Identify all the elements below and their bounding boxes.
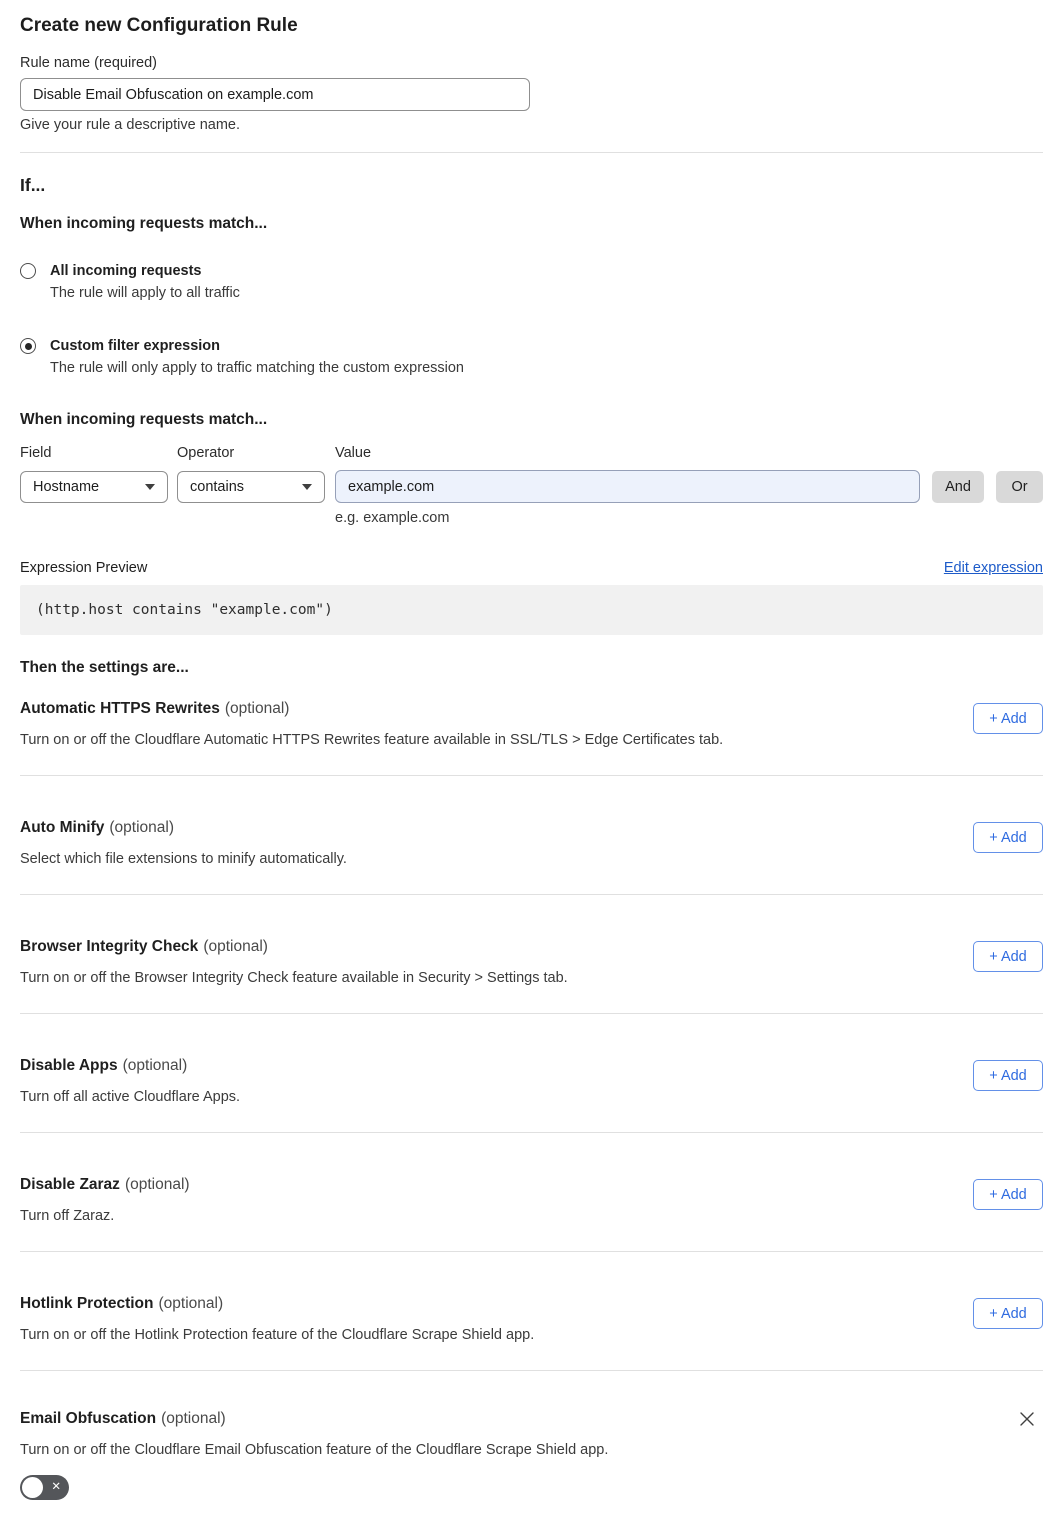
chevron-down-icon xyxy=(145,484,155,490)
email-obfuscation-toggle[interactable] xyxy=(20,1475,69,1500)
radio-description: The rule will only apply to traffic matching the custom expression xyxy=(50,360,464,376)
setting-description: Select which file extensions to minify automatically. xyxy=(20,851,347,867)
setting-row xyxy=(20,677,1043,776)
setting-row-email-obfuscation xyxy=(20,1371,1043,1500)
value-label: Value xyxy=(335,445,372,461)
add-button[interactable]: + Add xyxy=(973,1179,1043,1210)
setting-row xyxy=(20,1014,1043,1133)
setting-optional-label: (optional) xyxy=(224,700,290,717)
setting-optional-label: (optional) xyxy=(109,819,174,836)
then-settings-heading: Then the settings are... xyxy=(20,659,189,676)
field-label: Field xyxy=(20,445,52,461)
expression-preview-label: Expression Preview xyxy=(20,560,148,576)
and-button[interactable]: And xyxy=(932,471,984,503)
toggle-knob xyxy=(22,1477,43,1498)
page-title: Create new Configuration Rule xyxy=(20,15,298,36)
field-select-value: Hostname xyxy=(33,478,100,495)
add-button[interactable]: + Add xyxy=(973,941,1043,972)
add-button[interactable]: + Add xyxy=(973,1060,1043,1091)
or-button[interactable]: Or xyxy=(996,471,1043,503)
filter-column-labels xyxy=(20,445,1043,462)
setting-title: Disable Apps xyxy=(20,1057,118,1074)
add-button[interactable]: + Add xyxy=(973,1298,1043,1329)
setting-row xyxy=(20,1133,1043,1252)
setting-optional-label: (optional) xyxy=(161,1410,226,1427)
add-button[interactable]: + Add xyxy=(973,703,1043,734)
filter-controls-row xyxy=(20,470,1043,503)
if-heading: If... xyxy=(20,175,46,195)
setting-optional-label: (optional) xyxy=(203,938,268,955)
close-icon[interactable] xyxy=(1019,1411,1035,1427)
radio-button-selected[interactable] xyxy=(20,338,36,354)
operator-label: Operator xyxy=(177,445,235,461)
setting-title: Browser Integrity Check xyxy=(20,938,199,955)
expression-preview-header xyxy=(20,559,1043,577)
radio-label: All incoming requests xyxy=(50,263,202,279)
setting-row xyxy=(20,895,1043,1014)
setting-row xyxy=(20,1252,1043,1371)
add-button[interactable]: + Add xyxy=(973,822,1043,853)
setting-title-line xyxy=(20,1056,240,1075)
value-hint: e.g. example.com xyxy=(335,510,450,526)
setting-title: Automatic HTTPS Rewrites xyxy=(20,700,220,717)
radio-description: The rule will apply to all traffic xyxy=(50,285,240,301)
setting-description: Turn on or off the Cloudflare Automatic HTTPS Rewrites feature available in SSL/TLS > Edge Certificates tab. xyxy=(20,732,724,748)
setting-title-line xyxy=(20,1175,190,1194)
setting-optional-label: (optional) xyxy=(122,1057,188,1074)
radio-button-unselected[interactable] xyxy=(20,263,36,279)
setting-title: Email Obfuscation xyxy=(20,1410,157,1427)
radio-option-all-requests[interactable] xyxy=(20,262,1043,303)
operator-select[interactable] xyxy=(177,471,325,503)
field-select[interactable] xyxy=(20,471,168,503)
setting-title-line xyxy=(20,699,723,718)
operator-select-value: contains xyxy=(190,478,245,495)
edit-expression-link[interactable]: Edit expression xyxy=(943,560,1043,576)
rule-name-input[interactable] xyxy=(20,78,530,111)
setting-title-line xyxy=(20,818,347,837)
radio-option-custom-filter[interactable] xyxy=(20,337,1043,378)
rule-name-help: Give your rule a descriptive name. xyxy=(20,117,241,133)
settings-list xyxy=(20,677,1043,1371)
value-input[interactable] xyxy=(335,470,920,503)
setting-description: Turn on or off the Cloudflare Email Obfuscation feature of the Cloudflare Scrape Shield app. xyxy=(20,1442,609,1458)
setting-row xyxy=(20,776,1043,895)
setting-title: Hotlink Protection xyxy=(20,1295,154,1312)
setting-description: Turn off Zaraz. xyxy=(20,1208,115,1224)
setting-title-line xyxy=(20,1409,608,1428)
setting-description: Turn on or off the Hotlink Protection feature of the Cloudflare Scrape Shield app. xyxy=(20,1327,535,1343)
toggle-off-x-icon: ✕ xyxy=(51,1480,61,1493)
rule-name-section xyxy=(20,55,1043,134)
chevron-down-icon xyxy=(302,484,312,490)
filter-heading: When incoming requests match... xyxy=(20,411,268,428)
section-divider xyxy=(20,152,1043,153)
setting-optional-label: (optional) xyxy=(124,1176,190,1193)
setting-description: Turn off all active Cloudflare Apps. xyxy=(20,1089,241,1105)
setting-optional-label: (optional) xyxy=(158,1295,224,1312)
request-match-radio-group xyxy=(20,262,1043,378)
setting-title-line xyxy=(20,937,568,956)
setting-title: Disable Zaraz xyxy=(20,1176,120,1193)
setting-description: Turn on or off the Browser Integrity Check feature available in Security > Settings tab. xyxy=(20,970,568,986)
expression-code: (http.host contains "example.com") xyxy=(20,585,1043,635)
setting-title-line xyxy=(20,1294,534,1313)
radio-label: Custom filter expression xyxy=(50,338,221,354)
match-heading: When incoming requests match... xyxy=(20,215,268,232)
rule-name-label: Rule name (required) xyxy=(20,55,158,71)
setting-title: Auto Minify xyxy=(20,819,105,836)
